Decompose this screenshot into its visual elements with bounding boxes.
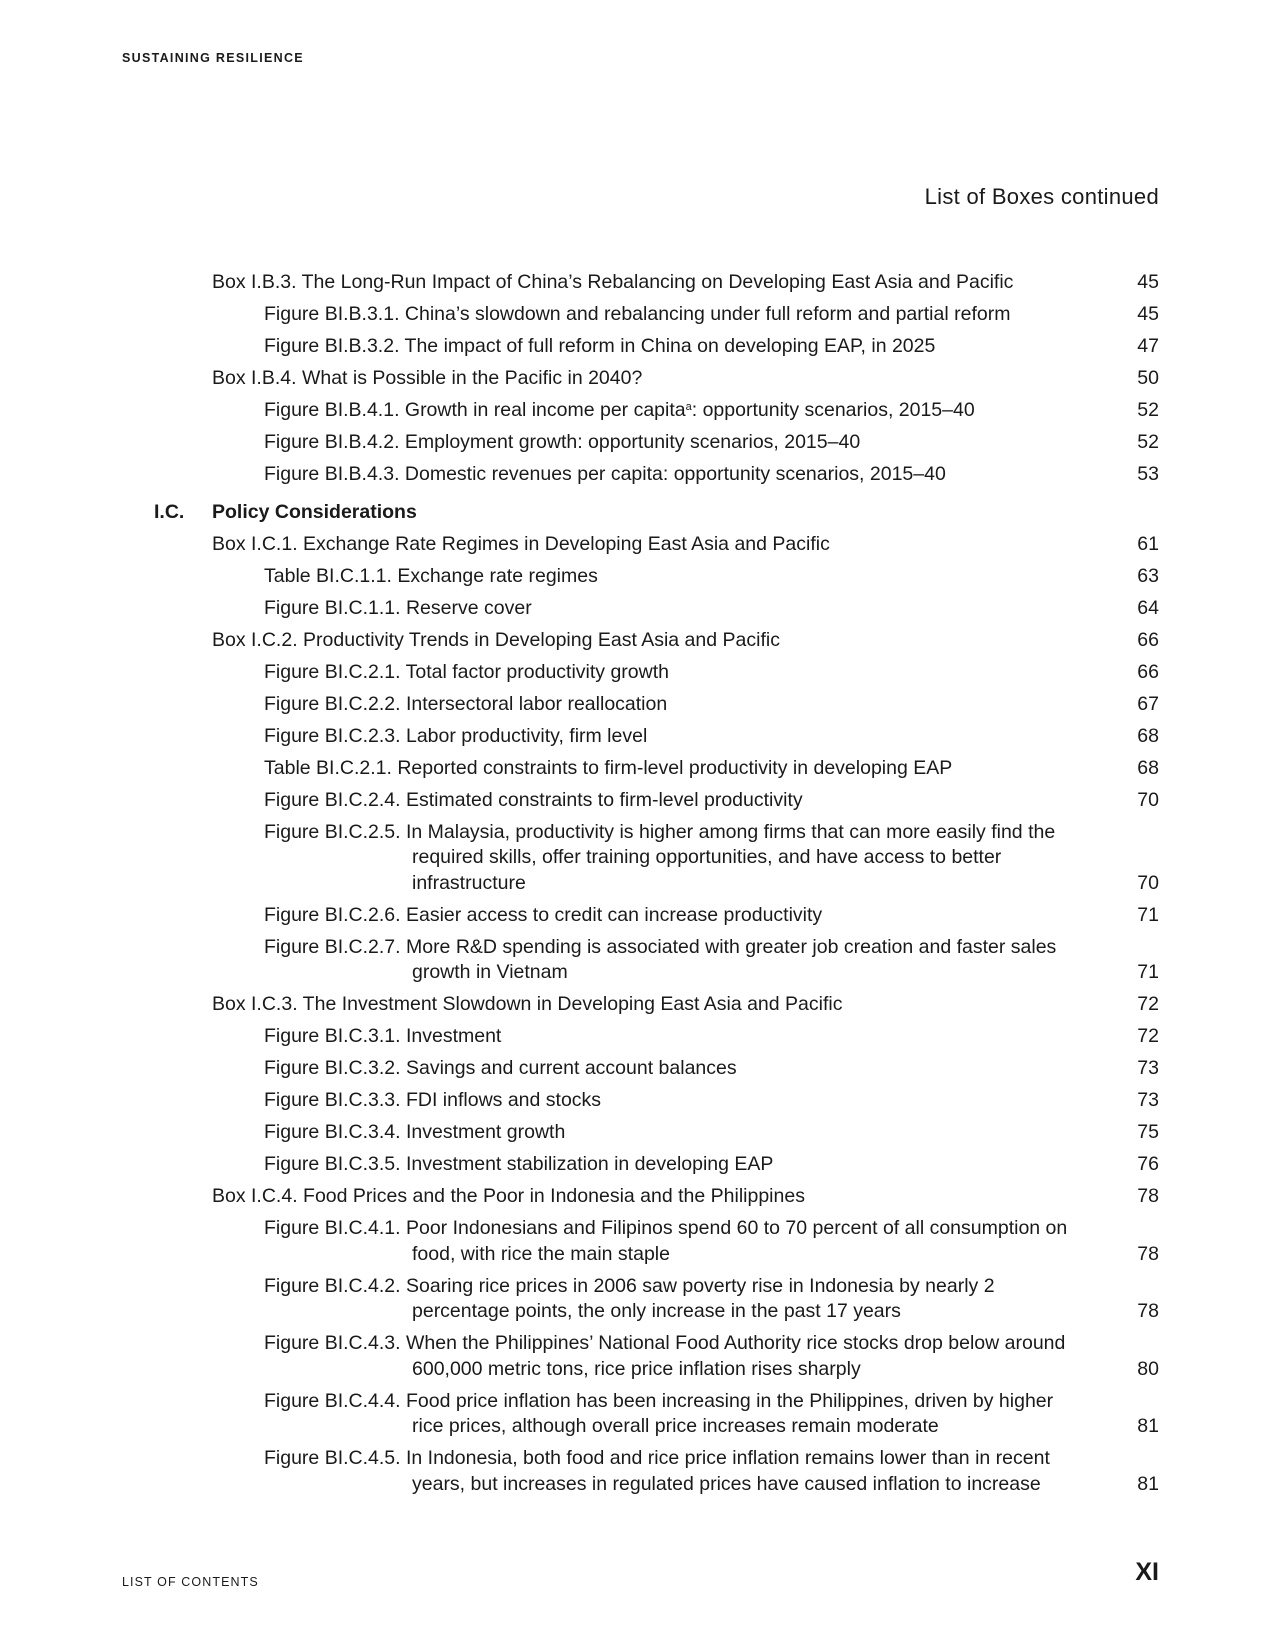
toc-page-number: 47 (1137, 335, 1159, 357)
toc-table-entry[interactable] (150, 564, 1159, 590)
toc-entry-label: Box I.C.3. The Investment Slowdown in Developing East Asia and Pacific (212, 993, 843, 1015)
toc-entry-label: Figure BI.C.3.4. Investment growth (264, 1121, 566, 1143)
table-of-contents (150, 270, 1159, 1504)
toc-figure-entry[interactable] (150, 1056, 1159, 1082)
toc-figure-entry[interactable] (150, 1088, 1159, 1114)
toc-entry-label-text: Figure BI.B.4.1. Growth in real income per capita (264, 399, 686, 421)
toc-entry-label: Figure BI.C.3.3. FDI inflows and stocks (264, 1089, 602, 1111)
toc-table-entry[interactable] (150, 756, 1159, 782)
toc-entry-label: Figure BI.B.3.1. China’s slowdown and rebalancing under full reform and partial reform (264, 303, 1011, 325)
toc-entry-label: Figure BI.C.1.1. Reserve cover (264, 596, 532, 619)
toc-figure-entry[interactable] (150, 1274, 1159, 1325)
toc-entry-label-text: : opportunity scenarios, 2015–40 (691, 399, 975, 421)
toc-entry-label: Figure BI.C.4.2. Soaring rice prices in 2006 saw poverty rise in Indonesia by nearly 2 percentage points, the only increase in the past 17 years (264, 1274, 995, 1322)
toc-entry-label: Figure BI.C.2.3. Labor productivity, firm level (264, 724, 648, 747)
toc-page-number: 78 (1137, 1242, 1159, 1265)
toc-box-entry[interactable] (150, 628, 1159, 654)
running-header: SUSTAINING RESILIENCE (122, 51, 304, 65)
toc-entry-label: Figure BI.C.2.1. Total factor productivity growth (264, 660, 669, 683)
toc-figure-entry[interactable] (150, 1389, 1159, 1440)
toc-page-number: 61 (1137, 532, 1159, 555)
toc-figure-entry[interactable] (150, 1120, 1159, 1146)
toc-page-number: 68 (1137, 724, 1159, 747)
toc-entry-label: Box I.C.4. Food Prices and the Poor in Indonesia and the Philippines (212, 1185, 805, 1207)
list-heading: List of Boxes continued (924, 184, 1159, 209)
toc-entry-label: Figure BI.C.4.3. When the Philippines’ National Food Authority rice stocks drop below around 600,000 metric tons, rice price inflation rises sharply (264, 1332, 1066, 1380)
toc-figure-entry[interactable] (150, 935, 1159, 986)
toc-figure-entry[interactable] (150, 596, 1159, 622)
toc-box-entry[interactable] (150, 532, 1159, 558)
toc-page-number: 52 (1137, 431, 1159, 453)
toc-entry-label: Figure BI.B.4.3. Domestic revenues per capita: opportunity scenarios, 2015–40 (264, 463, 946, 485)
toc-entry-label: Box I.B.3. The Long-Run Impact of China’s Rebalancing on Developing East Asia and Pacific (212, 271, 1014, 293)
toc-page-number: 53 (1137, 463, 1159, 485)
toc-page-number: 45 (1137, 271, 1159, 293)
toc-figure-entry[interactable] (150, 1216, 1159, 1267)
toc-page-number: 67 (1137, 692, 1159, 715)
toc-figure-entry[interactable] (150, 430, 1159, 456)
toc-entry-label: Figure BI.C.3.2. Savings and current account balances (264, 1057, 737, 1079)
toc-entry-label: Figure BI.C.2.4. Estimated constraints to firm-level productivity (264, 788, 803, 811)
toc-page-number: 71 (1137, 961, 1159, 983)
toc-entry-label: Figure BI.C.2.7. More R&D spending is associated with greater job creation and faster sales growth in Vietnam (264, 935, 1057, 983)
toc-figure-entry[interactable] (150, 724, 1159, 750)
toc-box-entry[interactable] (150, 366, 1159, 392)
toc-page-number: 52 (1137, 399, 1159, 421)
toc-entry-label: Figure BI.C.4.5. In Indonesia, both food and rice price inflation remains lower than in recent years, but increases in regulated prices have caused inflation to increase (264, 1447, 1050, 1495)
section-number: I.C. (154, 500, 185, 523)
toc-page-number: 75 (1137, 1121, 1159, 1143)
toc-figure-entry[interactable] (150, 660, 1159, 686)
toc-page-number: 70 (1137, 871, 1159, 894)
toc-page-number: 68 (1137, 756, 1159, 779)
footnote-marker: a (685, 401, 692, 413)
toc-figure-entry[interactable] (150, 1446, 1159, 1497)
toc-page-number: 72 (1137, 993, 1159, 1015)
toc-entry-label: Box I.C.2. Productivity Trends in Developing East Asia and Pacific (212, 628, 780, 651)
toc-page-number: 78 (1137, 1185, 1159, 1207)
toc-page-number: 81 (1137, 1415, 1159, 1437)
toc-entry-label (264, 399, 975, 421)
toc-page-number: 45 (1137, 303, 1159, 325)
toc-figure-entry[interactable] (150, 1152, 1159, 1178)
toc-figure-entry[interactable] (150, 692, 1159, 718)
toc-figure-entry[interactable] (150, 820, 1159, 897)
toc-entry-label: Figure BI.B.4.2. Employment growth: opportunity scenarios, 2015–40 (264, 431, 861, 453)
toc-section-heading[interactable] (150, 500, 1159, 526)
toc-page-number: 72 (1137, 1025, 1159, 1047)
toc-page-number: 73 (1137, 1057, 1159, 1079)
toc-figure-entry[interactable] (150, 302, 1159, 328)
toc-figure-entry[interactable] (150, 398, 1159, 424)
toc-entry-label: Box I.C.1. Exchange Rate Regimes in Developing East Asia and Pacific (212, 532, 830, 555)
toc-figure-entry[interactable] (150, 334, 1159, 360)
toc-box-entry[interactable] (150, 1184, 1159, 1210)
toc-page-number: 66 (1137, 660, 1159, 683)
toc-page-number: 73 (1137, 1089, 1159, 1111)
toc-page-number: 50 (1137, 367, 1159, 389)
toc-entry-label: Figure BI.C.2.2. Intersectoral labor reallocation (264, 692, 668, 715)
toc-page-number: 81 (1137, 1472, 1159, 1495)
toc-entry-label: Table BI.C.1.1. Exchange rate regimes (264, 564, 598, 587)
toc-entry-label: Box I.B.4. What is Possible in the Pacific in 2040? (212, 367, 643, 389)
toc-entry-label: Figure BI.C.3.5. Investment stabilization in developing EAP (264, 1153, 774, 1175)
toc-page-number: 76 (1137, 1153, 1159, 1175)
section-title: Policy Considerations (212, 500, 417, 523)
toc-page-number: 66 (1137, 628, 1159, 651)
toc-box-entry[interactable] (150, 270, 1159, 296)
toc-figure-entry[interactable] (150, 1024, 1159, 1050)
toc-entry-label: Figure BI.C.2.6. Easier access to credit can increase productivity (264, 903, 823, 926)
toc-figure-entry[interactable] (150, 788, 1159, 814)
toc-entry-label: Table BI.C.2.1. Reported constraints to firm-level productivity in developing EAP (264, 756, 953, 779)
toc-page-number: 71 (1137, 903, 1159, 926)
toc-page-number: 78 (1137, 1300, 1159, 1322)
toc-figure-entry[interactable] (150, 462, 1159, 488)
toc-page-number: 80 (1137, 1357, 1159, 1380)
toc-page-number: 64 (1137, 596, 1159, 619)
toc-entry-label: Figure BI.C.4.4. Food price inflation has been increasing in the Philippines, driven by higher rice prices, although overall price increases remain moderate (264, 1389, 1054, 1437)
toc-entry-label: Figure BI.C.2.5. In Malaysia, productivity is higher among firms that can more easily find the required skills, offer training opportunities, and have access to better infrastructure (264, 820, 1056, 894)
toc-box-entry[interactable] (150, 992, 1159, 1018)
footer-page-number: XI (1135, 1558, 1159, 1586)
toc-page-number: 70 (1137, 788, 1159, 811)
footer-section-label: LIST OF CONTENTS (122, 1575, 259, 1589)
toc-page-number: 63 (1137, 564, 1159, 587)
toc-figure-entry[interactable] (150, 903, 1159, 929)
toc-entry-label: Figure BI.C.4.1. Poor Indonesians and Filipinos spend 60 to 70 percent of all consumption on food, with rice the main staple (264, 1217, 1068, 1265)
toc-entry-label: Figure BI.C.3.1. Investment (264, 1025, 502, 1047)
toc-figure-entry[interactable] (150, 1331, 1159, 1382)
toc-entry-label: Figure BI.B.3.2. The impact of full reform in China on developing EAP, in 2025 (264, 335, 936, 357)
